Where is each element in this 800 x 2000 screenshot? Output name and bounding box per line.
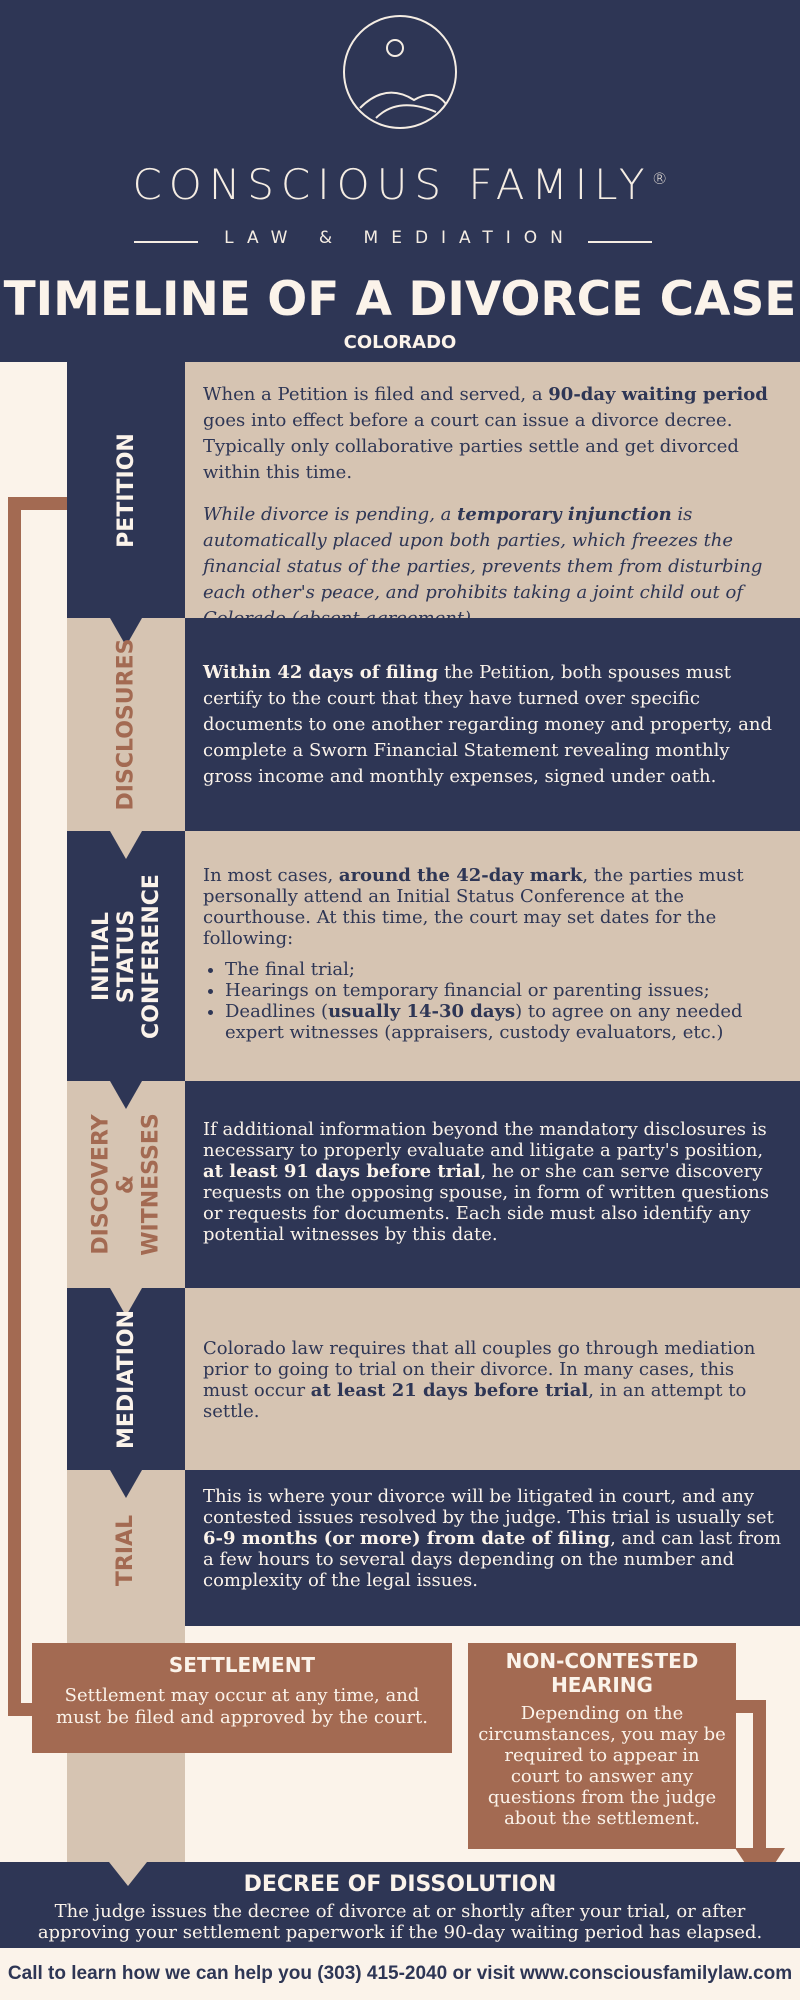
stage-label: TRIAL <box>113 1514 139 1586</box>
stage-paragraph: If additional information beyond the mandatory disclosures is necessary to properly evaluate and litigate a party's position, at least 91 days before trial, he or she can serve discovery requests on the opposing spouse, in form of written questions or requests for documents. Each side must also identify any potential witnesses by this date. <box>203 1119 769 1245</box>
settlement-path-arrow-top <box>8 497 67 510</box>
list-item: • Deadlines (usually 14-30 days) to agree on any needed expert witnesses (appraisers, custody evaluators, etc.) <box>225 1001 782 1043</box>
page-subtitle: COLORADO <box>343 332 457 353</box>
stage-paragraph: Within 42 days of filing the Petition, both spouses must certify to the court that they have turned over specific documents to one another regarding money and property, and complete a Sworn Financial Statement revealing monthly gross income and monthly expenses, signed under oath. <box>203 662 772 787</box>
stage-label: PETITION <box>113 432 139 548</box>
divider <box>588 241 652 243</box>
stage-content-petition <box>185 362 800 618</box>
page-title: TIMELINE OF A DIVORCE CASE <box>3 272 797 327</box>
stage-label: DISCLOSURES <box>113 638 139 811</box>
stage-label: MEDIATION <box>113 1309 139 1449</box>
brand-tagline: LAW & MEDIATION <box>224 228 576 248</box>
stage-label: INITIAL STATUS CONFERENCE <box>88 873 164 1039</box>
conference-list <box>225 959 782 1043</box>
noncontested-arrow <box>753 1700 766 1850</box>
settlement-box <box>32 1643 452 1753</box>
noncontested-text: Depending on the circumstances, you may be required to appear in court to answer any questions from the judge about the settlement. <box>478 1703 726 1829</box>
sun-over-hills-logo-icon <box>336 8 464 136</box>
stage-content-trial <box>185 1470 800 1626</box>
header <box>0 0 800 362</box>
noncontested-title: NON-CONTESTED HEARING <box>505 1649 699 1697</box>
stage-paragraph: This is where your divorce will be litigated in court, and any contested issues resolved by the judge. This trial is usually set 6-9 months (or more) from date of filing, and can last from a few hours to several days depending on the number and complexity of the legal issues. <box>203 1486 782 1591</box>
stage-paragraph: In most cases, around the 42-day mark, the parties must personally attend an Initial Status Conference at the courthouse. At this time, the court may set dates for the following: <box>203 865 744 949</box>
list-item: • The final trial; <box>225 959 782 980</box>
decree-text: The judge issues the decree of divorce at or shortly after your trial, or after approving your settlement paperwork if the 90-day waiting period has elapsed. <box>37 1901 763 1943</box>
stage-arrow <box>109 1862 147 1886</box>
stage-paragraph: While divorce is pending, a temporary injunction is automatically placed upon both parties, which freezes the financial status of the parties, prevents them from disturbing each other's peace, and prohibits taking a joint child out of <box>203 504 763 603</box>
stage-label: DISCOVERY & WITNESSES <box>88 1113 164 1256</box>
stage-content-disclosures <box>185 618 800 831</box>
stage-content-initial-status-conference <box>185 831 800 1081</box>
footer-contact: Call to learn how we can help you (303) 415-2040 or visit www.consciousfamilylaw.com <box>7 1963 793 1984</box>
settlement-title: SETTLEMENT <box>168 1653 316 1677</box>
settlement-text: Settlement may occur at any time, and must be filed and approved by the court. <box>56 1685 428 1728</box>
stage-content-mediation <box>185 1288 800 1470</box>
noncontested-hearing-box <box>468 1643 736 1849</box>
footer <box>0 1948 800 2000</box>
list-item: • Hearings on temporary financial or parenting issues; <box>225 980 782 1001</box>
settlement-path-arrow <box>8 497 21 1715</box>
stage-paragraph: Colorado law requires that all couples go through mediation prior to going to trial on their divorce. In many cases, this must occur at least 21 days before trial, in an attempt to settle. <box>203 1338 756 1422</box>
stage-paragraph: When a Petition is filed and served, a 90-day waiting period goes into effect before a court can issue a divorce decree. Typically only collaborative parties settle and get divorced within this time. <box>203 384 768 483</box>
decree-title: DECREE OF DISSOLUTION <box>243 1872 557 1897</box>
stage-content-discovery-witnesses <box>185 1081 800 1288</box>
brand-name: CONSCIOUS FAMILY® <box>132 160 668 209</box>
